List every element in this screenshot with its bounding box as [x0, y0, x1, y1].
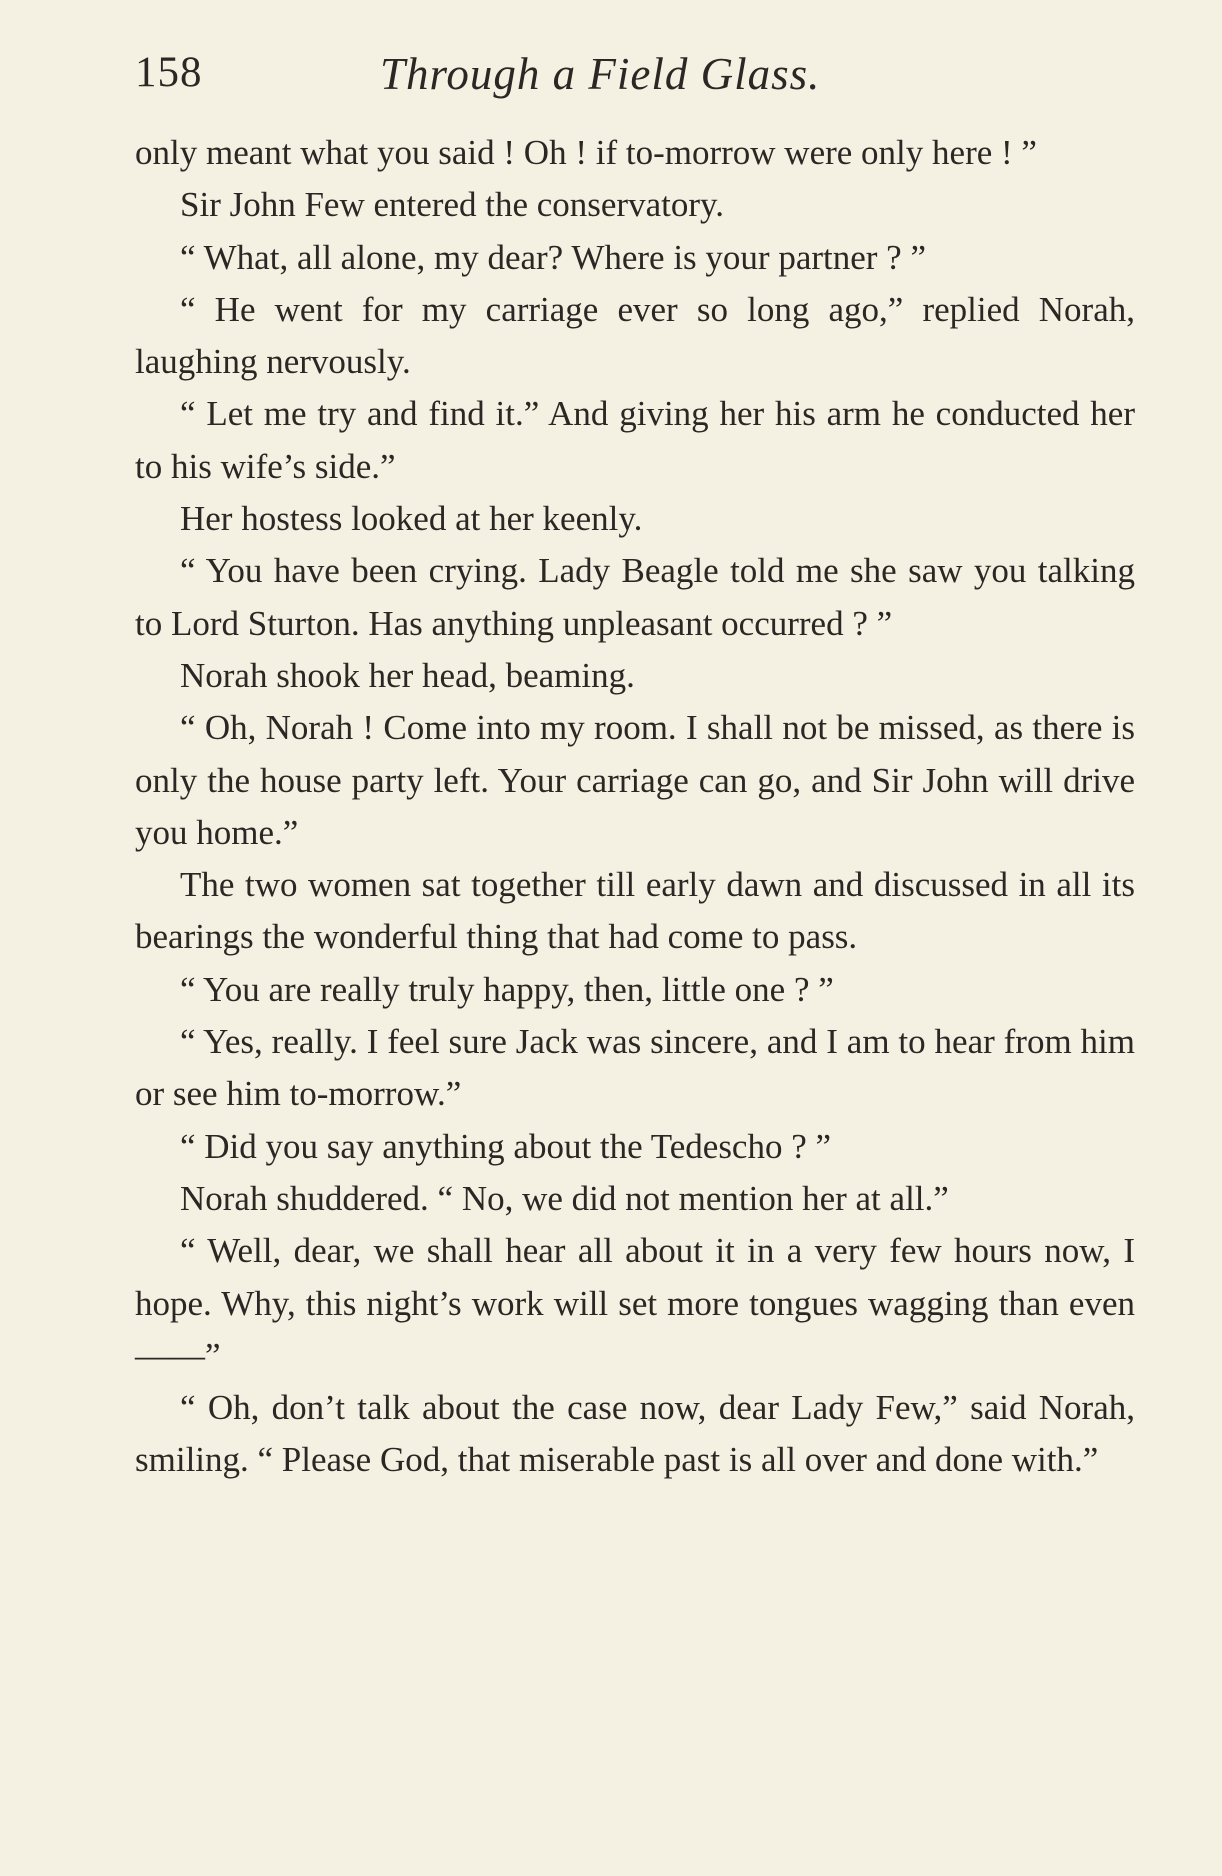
paragraph: Her hostess looked at her keenly. [180, 499, 643, 539]
paragraph: Norah shuddered. “ No, we did not mention her at all.” [180, 1178, 949, 1218]
paragraph: “ Oh, don’t talk about the case now, dear Lady Few,” said Norah, smiling. “ Please God, that miserable past is all over and done with.” [135, 1388, 1135, 1480]
paragraph: “ Well, dear, we shall hear all about it in a very few hours now, I hope. Why, this night’s work will set more tongues wagging than even——” [135, 1231, 1135, 1375]
paragraph: “ What, all alone, my dear? Where is your partner ? ” [180, 237, 927, 277]
paragraph: only meant what you said ! Oh ! if to-morrow were only here ! ” [135, 133, 1037, 172]
paragraph: “ Let me try and find it.” And giving her his arm he conducted her to his wife’s side.” [135, 394, 1135, 486]
paragraph: Norah shook her head, beaming. [180, 655, 635, 695]
paragraph: “ He went for my carriage ever so long ago,” replied Norah, laughing nervously. [135, 289, 1135, 382]
paragraph: The two women sat together till early dawn and discussed in all its bearings the wonderful thing that had come to pass. [135, 865, 1135, 957]
paragraph: Sir John Few entered the conservatory. [180, 185, 724, 225]
paragraph: “ Did you say anything about the Tedescho ? ” [180, 1126, 832, 1166]
paragraph: “ You are really truly happy, then, little one ? ” [180, 969, 834, 1009]
page-number: 158 [135, 49, 203, 96]
page-header [135, 48, 1135, 108]
paragraph: “ You have been crying. Lady Beagle told me she saw you talking to Lord Sturton. Has anything unpleasant occurred ? ” [135, 551, 1135, 643]
running-title: Through a Field Glass. [380, 49, 821, 99]
paragraph: “ Oh, Norah ! Come into my room. I shall not be missed, as there is only the house party left. Your carriage can go, and Sir John will drive you home.” [135, 708, 1135, 852]
body-text [135, 127, 1135, 1487]
paragraph: “ Yes, really. I feel sure Jack was sincere, and I am to hear from him or see him to-morrow.” [135, 1022, 1135, 1114]
